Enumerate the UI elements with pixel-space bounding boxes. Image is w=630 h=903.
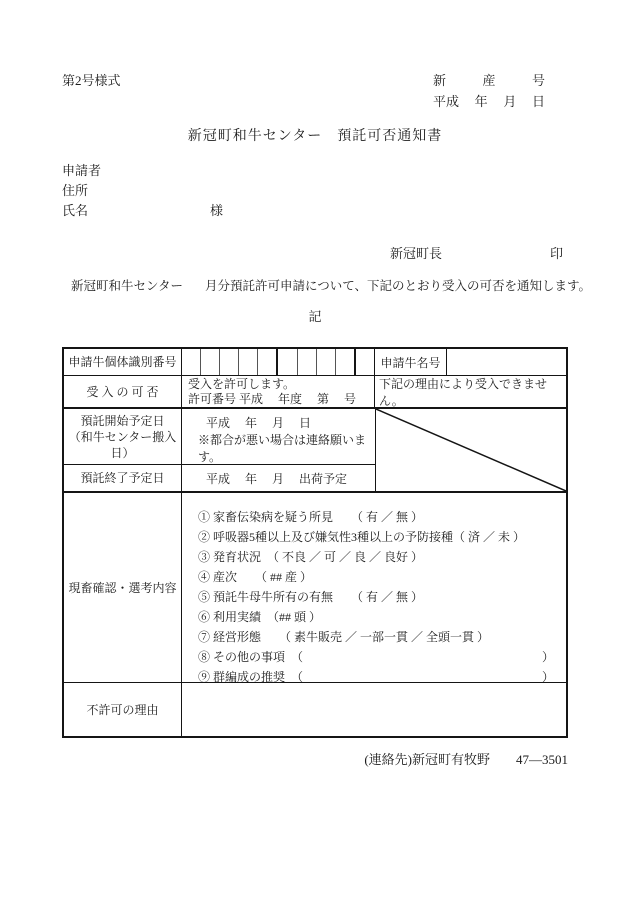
start-date-cell [182,409,375,464]
permit-line2: 許可番号 平成 年度 第 号 [188,392,357,406]
row-acceptance [64,376,566,409]
digit-cell [182,349,201,375]
notification-suffix: 月分預託許可申請について、下記のとおり受入の可否を通知します。 [205,279,592,293]
notification-table [62,347,568,738]
doc-no-part: 号 [531,73,545,88]
digit-cell [356,349,374,375]
item-text: ⑤ 預託牛母牛所有の有無 （ 有 ／ 無 ） [198,590,424,604]
item-tail: ） [541,670,554,684]
crossed-out-cell [376,409,566,491]
permit-line1: 受入を許可します。 [188,377,296,391]
date-part: 年 [474,94,488,109]
rejection-reason-value [182,683,566,736]
cattle-name-label: 申請牛名号 [375,349,447,375]
digit-cell [336,349,356,375]
item-text: ① 家畜伝染病を疑う所見 （ 有 ／ 無 ） [198,510,424,524]
ki-marker: 記 [308,309,322,324]
digit-cell [278,349,297,375]
diagonal-line [376,409,566,491]
row-start-date [64,409,375,465]
rejection-reason-label: 不許可の理由 [64,683,182,736]
inspection-item [198,647,554,667]
notification-prefix: 新冠町和牛センター [71,279,184,293]
item-text: ⑨ 群編成の推奨 （ [198,670,304,684]
doc-no-part: 産 [482,73,496,88]
item-text: ⑦ 経営形態 （ 素牛販売 ／ 一部一貫 ／ 全頭一貫 ） [198,630,490,644]
digit-cell [201,349,220,375]
item-text: ④ 産次 （ ## 産 ） [198,570,313,584]
inspection-item [198,567,554,587]
permit-cell [182,376,375,407]
start-date-note: ※都合が悪い場合は連絡願います。 [198,433,367,464]
deny-text: 下記の理由により受入できません。 [379,376,548,408]
inspection-item [198,627,554,647]
address-label: 住所 [62,183,89,198]
mayor-signature-line [0,243,630,259]
digit-cell [317,349,336,375]
start-date-value: 平成 年 月 日 [206,416,312,430]
cattle-id-label: 申請牛個体識別番号 [64,349,182,375]
end-date-label: 預託終了予定日 [64,465,182,491]
inspection-item [198,547,554,567]
start-date-label-line2: （和牛センター搬入日） [68,429,177,460]
row-end-date [64,465,375,491]
row-group-schedule [64,409,566,493]
digit-cell [239,349,258,375]
item-tail: ） [541,650,554,664]
document-number-block [433,70,545,112]
inspection-items [182,493,566,682]
contact-footer: (連絡先)新冠町有牧野 47—3501 [364,752,568,767]
digit-cell [258,349,278,375]
honorific-label: 様 [210,203,224,218]
applicant-label: 申請者 [62,163,102,178]
item-text: ③ 発育状況 （ 不良 ／ 可 ／ 良 ／ 良好 ） [198,550,424,564]
page-title: 新冠町和牛センター 預託可否通知書 [187,129,443,144]
document-number-line [433,70,545,91]
inspection-item [198,507,554,527]
cattle-name-value [447,349,566,375]
row-rejection-reason [64,683,566,736]
applicant-block [62,161,224,221]
deny-cell [375,376,566,407]
date-part: 平成 [433,94,460,109]
inspection-item [198,527,554,547]
start-date-label-line1: 預託開始予定日 [80,413,165,428]
digit-cell [298,349,317,375]
document-date-line [433,91,545,112]
end-date-cell: 平成 年 月 出荷予定 [206,471,348,486]
schedule-left-block [64,409,376,491]
doc-no-part: 新 [433,73,447,88]
notification-sentence [71,276,591,294]
item-text: ⑧ その他の事項 （ [198,650,304,664]
row-cattle-id [64,349,566,376]
date-part: 日 [531,94,545,109]
date-part: 月 [503,94,517,109]
inspection-label: 現畜確認・選考内容 [64,493,182,682]
item-text: ⑥ 利用実績 （## 頭 ） [198,610,322,624]
inspection-item [198,607,554,627]
digit-cell [220,349,239,375]
mayor-label: 新冠町長 [390,246,443,261]
form-number: 第2号様式 [62,73,121,88]
acceptance-label: 受 入 の 可 否 [64,376,182,407]
inspection-item [198,587,554,607]
seal-mark: 印 [550,246,564,261]
name-label: 氏名 [62,203,89,218]
name-line [62,201,224,221]
item-text: ② 呼吸器5種以上及び嫌気性3種以上の予防接種（ 済 ／ 未 ） [198,530,526,544]
cattle-id-digit-cells [182,349,375,375]
start-date-label [64,409,182,464]
row-inspection [64,493,566,683]
